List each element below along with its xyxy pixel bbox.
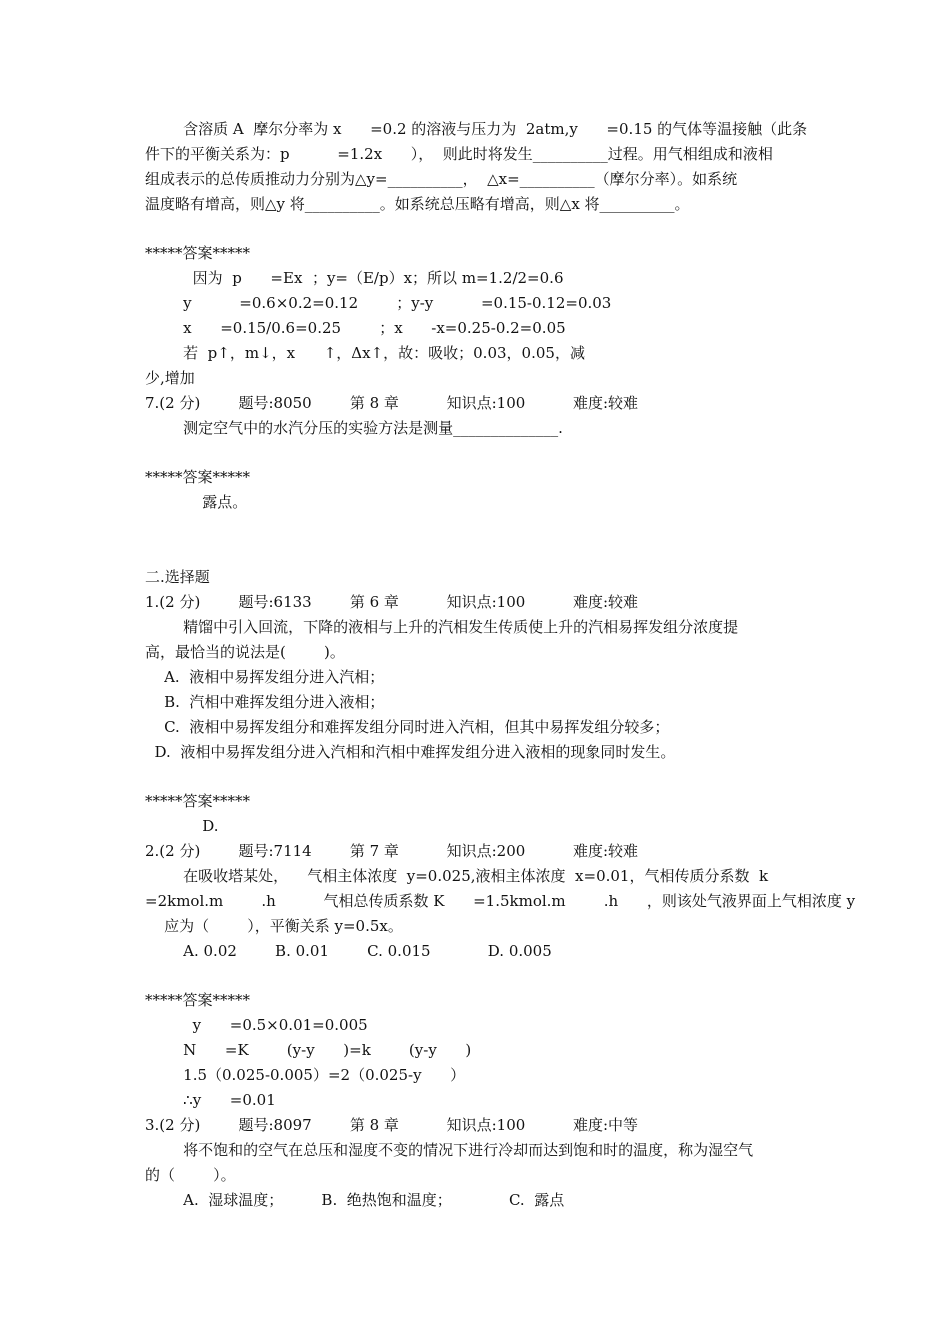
q6-answer-line-4: 若 p↑，m↓，x ↑，Δx↑，故：吸收；0.03，0.05，减 (145, 344, 585, 362)
c1-answer-header: *****答案***** (145, 792, 251, 810)
c3-text-line-2: 的（ ）。 (145, 1166, 236, 1184)
c1-header: 1.(2 分) 题号:6133 第 6 章 知识点:100 难度:较难 (145, 593, 639, 611)
q6-text-line-1: 含溶质 A 摩尔分率为 x =0.2 的溶液与压力为 2atm,y =0.15 的气体等温接触（此条 (145, 120, 808, 138)
c2-answer-line-3: 1.5（0.025-0.005）=2（0.025-y ） (145, 1066, 466, 1084)
q6-answer-header: *****答案***** (145, 244, 251, 262)
c1-option-d: D. 液相中易挥发组分进入汽相和汽相中难挥发组分进入液相的现象同时发生。 (145, 743, 676, 761)
c2-text-line-2: =2kmol.m .h 气相总传质系数 K =1.5kmol.m .h ，则该处气液界面上气相浓度 y (145, 892, 856, 910)
c2-answer-line-1: y =0.5×0.01=0.005 (145, 1016, 368, 1034)
c1-option-c: C. 液相中易挥发组分和难挥发组分同时进入汽相，但其中易挥发组分较多； (145, 718, 670, 736)
c3-text-line-1: 将不饱和的空气在总压和湿度不变的情况下进行冷却而达到饱和时的温度，称为湿空气 (145, 1141, 754, 1159)
q7-answer: 露点。 (145, 493, 248, 511)
q6-answer-line-3: x =0.15/0.6=0.25 ；x -x=0.25-0.2=0.05 (145, 319, 566, 337)
q6-answer-line-1: 因为 p =Ex ；y=（E/p）x；所以 m=1.2/2=0.6 (145, 269, 564, 287)
c2-text-line-1: 在吸收塔某处， 气相主体浓度 y=0.025,液相主体浓度 x=0.01，气相传质分系数 k (145, 867, 769, 885)
c1-answer: D. (145, 817, 219, 835)
q6-text-line-3: 组成表示的总传质推动力分别为△y=__________， △x=__________（摩尔分率）。如系统 (145, 170, 738, 188)
c1-option-b: B. 汽相中难挥发组分进入液相； (145, 693, 385, 711)
q6-answer-line-5: 少,增加 (145, 369, 195, 387)
q6-text-line-2: 件下的平衡关系为：p =1.2x ）， 则此时将发生__________过程。用气相组成和液相 (145, 145, 773, 163)
q7-text: 测定空气中的水汽分压的实验方法是测量______________. (145, 419, 563, 437)
q6-answer-line-2: y =0.6×0.2=0.12 ；y-y =0.15-0.12=0.03 (145, 294, 612, 312)
c1-text-line-2: 高，最恰当的说法是( )。 (145, 643, 345, 661)
c2-header: 2.(2 分) 题号:7114 第 7 章 知识点:200 难度:较难 (145, 842, 639, 860)
section-title-choice: 二.选择题 (145, 568, 210, 586)
q6-text-line-4: 温度略有增高，则△y 将__________。如系统总压略有增高，则△x 将__________。 (145, 195, 690, 213)
c2-answer-header: *****答案***** (145, 991, 251, 1009)
q7-answer-header: *****答案***** (145, 468, 251, 486)
c1-text-line-1: 精馏中引入回流，下降的液相与上升的汽相发生传质使上升的汽相易挥发组分浓度提 (145, 618, 739, 636)
c2-options: A. 0.02 B. 0.01 C. 0.015 D. 0.005 (145, 942, 552, 960)
c2-answer-line-2: N =K (y-y )=k (y-y ) (145, 1041, 472, 1059)
q7-header: 7.(2 分) 题号:8050 第 8 章 知识点:100 难度:较难 (145, 394, 639, 412)
c3-header: 3.(2 分) 题号:8097 第 8 章 知识点:100 难度:中等 (145, 1116, 639, 1134)
c3-options: A. 湿球温度； B. 绝热饱和温度； C. 露点 (145, 1191, 565, 1209)
c1-option-a: A. 液相中易挥发组分进入汽相； (145, 668, 385, 686)
c2-text-line-3: 应为（ ），平衡关系 y=0.5x。 (145, 917, 403, 935)
c2-answer-line-4: ∴y =0.01 (145, 1091, 276, 1109)
